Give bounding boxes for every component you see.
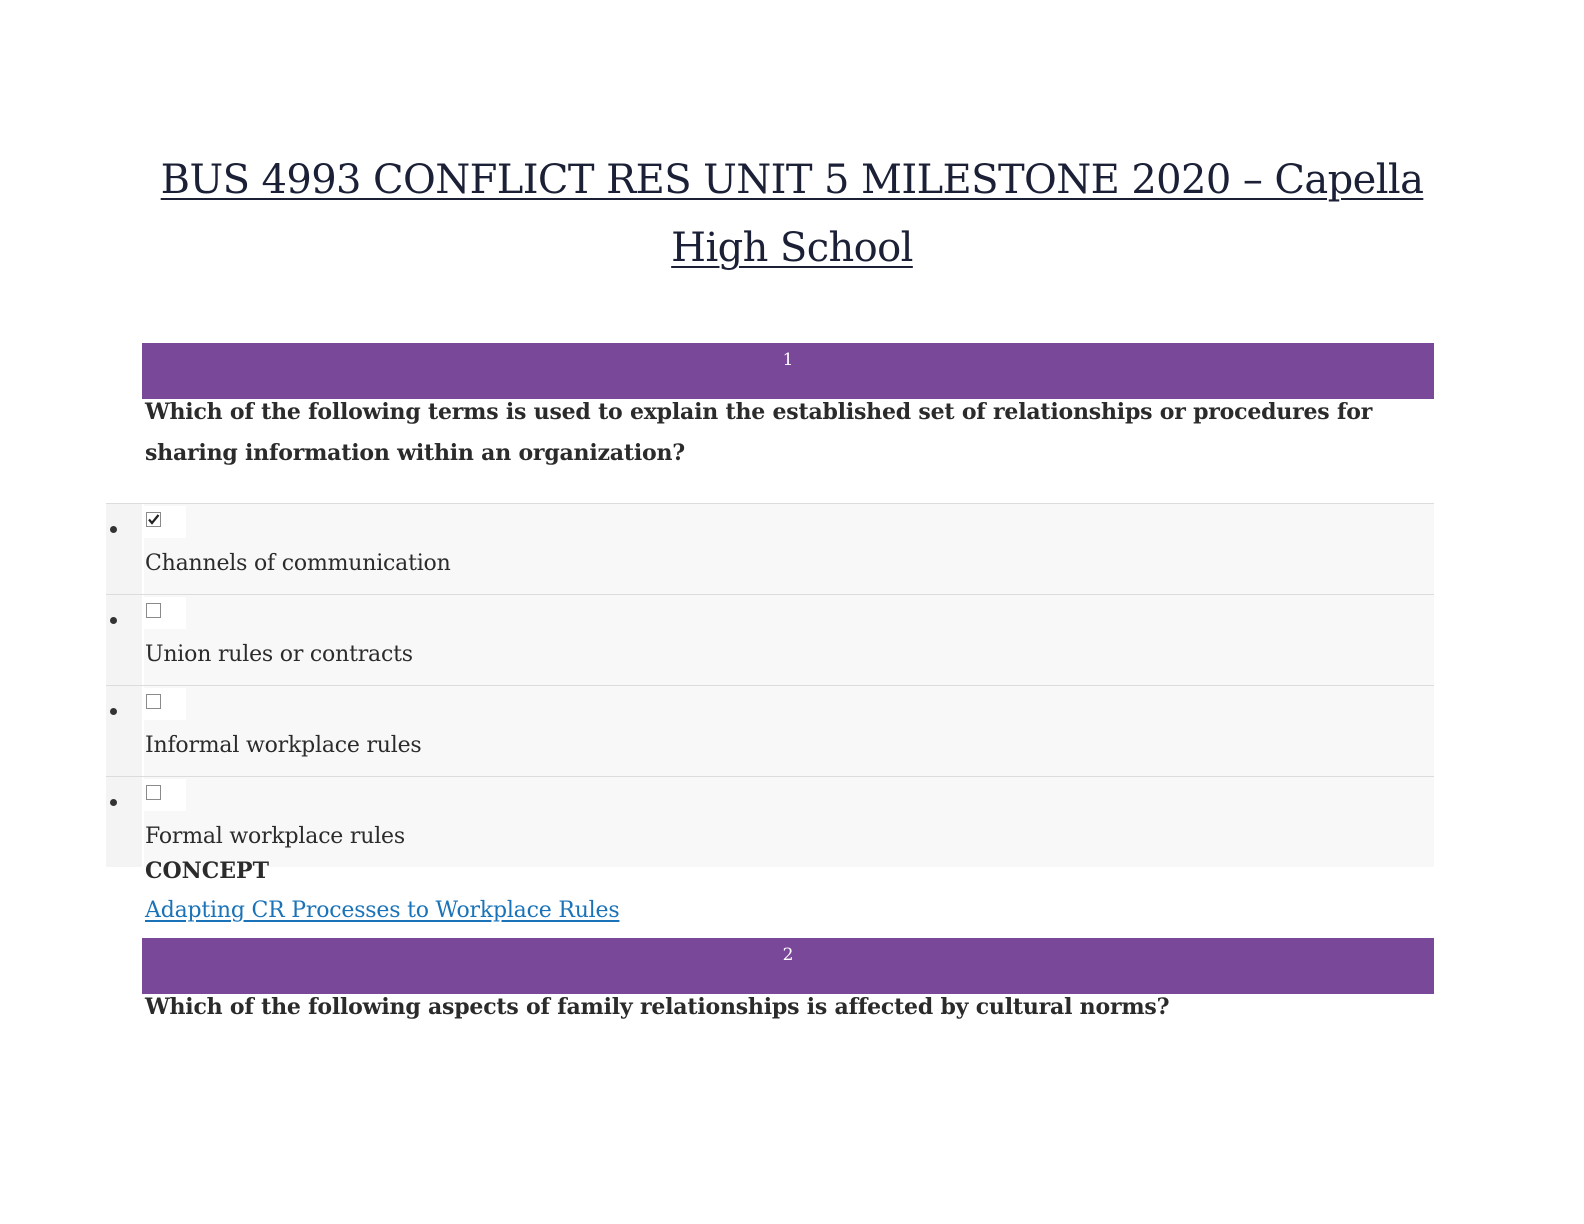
bullet-icon [110,526,117,533]
checkbox-unchecked[interactable] [146,694,161,709]
checkbox-cell [144,506,186,538]
checkbox-cell [144,597,186,629]
document-title: BUS 4993 CONFLICT RES UNIT 5 MILESTONE 2020 – Capella High School [160,157,1424,271]
question-number-bar [142,938,1434,994]
answer-option-label: Informal workplace rules [145,733,422,758]
concept-link[interactable]: Adapting CR Processes to Workplace Rules [145,898,620,923]
checkbox-checked[interactable] [146,512,161,527]
question-text: Which of the following terms is used to explain the established set of relationships or procedures for sharing information within an organization? [145,399,1373,466]
answer-option-label: Formal workplace rules [145,824,405,849]
answer-option-label: Channels of communication [145,551,451,576]
checkbox-cell [144,779,186,811]
answer-option[interactable] [106,503,1434,594]
checkmark-icon [147,513,160,526]
bullet-icon [110,708,117,715]
checkbox-cell [144,688,186,720]
question-number-bar [142,343,1434,399]
bullet-icon [110,799,117,806]
answer-option[interactable] [106,776,1434,867]
answer-option-label: Union rules or contracts [145,642,413,667]
question-text: Which of the following aspects of family relationships is affected by cultural norms? [145,994,1170,1020]
answer-option[interactable] [106,685,1434,776]
checkbox-unchecked[interactable] [146,603,161,618]
question-number: 2 [782,945,794,965]
checkbox-unchecked[interactable] [146,785,161,800]
bullet-icon [110,617,117,624]
concept-heading: CONCEPT [145,858,269,884]
question-number: 1 [782,350,794,370]
answer-option[interactable] [106,594,1434,685]
answer-options-list [106,503,1434,867]
